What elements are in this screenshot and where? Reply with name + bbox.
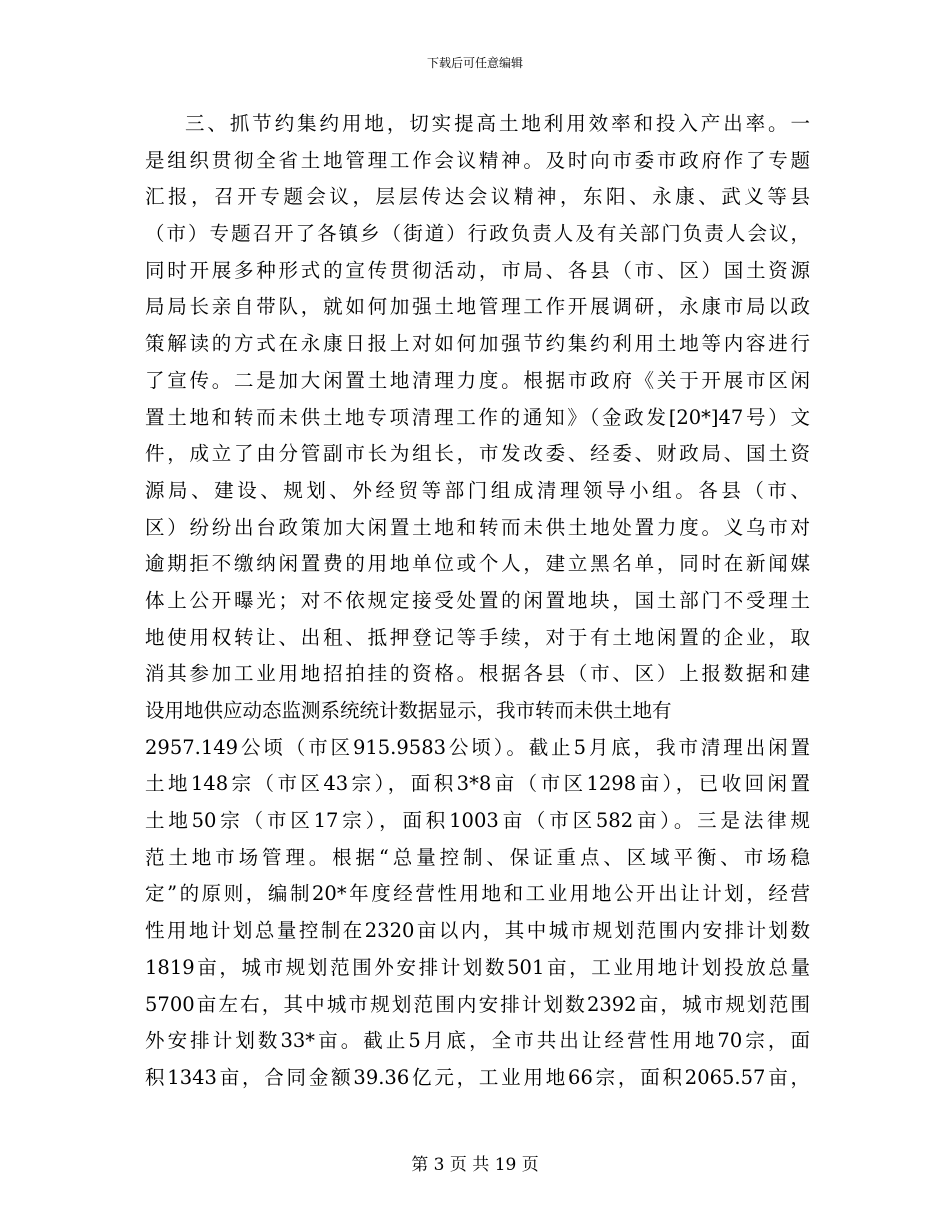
text-line: 范土地市场管理。根据“总量控制、保证重点、区域平衡、市场稳 <box>145 845 810 869</box>
text-line: 1819亩，城市规划范围外安排计划数501亩，工业用地计划投放总量 <box>145 955 810 979</box>
text-line: 消其参加工业用地招拍挂的资格。根据各县（市、区）上报数据和建 <box>145 662 810 686</box>
text-line: 外安排计划数33*亩。截止5月底，全市共出让经营性用地70宗，面 <box>145 1029 810 1053</box>
text-line: 定”的原则，编制20*年度经营性用地和工业用地公开出让计划，经营 <box>145 882 810 906</box>
text-line: 区）纷纷出台政策加大闲置土地和转而未供土地处置力度。义乌市对 <box>145 515 810 539</box>
text-line: 策解读的方式在永康日报上对如何加强节约集约利用土地等内容进行 <box>145 332 810 356</box>
text-line: 体上公开曝光；对不依规定接受处置的闲置地块，国土部门不受理土 <box>145 588 810 612</box>
text-line: 性用地计划总量控制在2320亩以内，其中城市规划范围内安排计划数 <box>145 919 810 943</box>
text-line: 积1343亩，合同金额39.36亿元，工业用地66宗，面积2065.57亩， <box>145 1065 810 1089</box>
text-line: 是组织贯彻全省土地管理工作会议精神。及时向市委市政府作了专题 <box>145 148 810 172</box>
text-line: 5700亩左右，其中城市规划范围内安排计划数2392亩，城市规划范围 <box>145 992 810 1016</box>
text-line: （市）专题召开了各镇乡（街道）行政负责人及有关部门负责人会议， <box>145 222 810 246</box>
text-line: 三、抓节约集约用地，切实提高土地利用效率和投入产出率。一 <box>185 112 810 135</box>
text-line: 同时开展多种形式的宣传贯彻活动，市局、各县（市、区）国土资源 <box>145 258 810 282</box>
text-line: 设用地供应动态监测系统统计数据显示，我市转而未供土地有 <box>145 699 672 722</box>
text-line: 了宣传。二是加大闲置土地清理力度。根据市政府《关于开展市区闲 <box>145 368 810 392</box>
page-header-note: 下载后可任意编辑 <box>426 56 523 70</box>
text-line: 逾期拒不缴纳闲置费的用地单位或个人，建立黑名单，同时在新闻媒 <box>145 552 810 576</box>
text-line: 汇报，召开专题会议，层层传达会议精神，东阳、永康、武义等县 <box>145 185 810 209</box>
text-line: 土地50宗（市区17宗），面积1003亩（市区582亩）。三是法律规 <box>145 809 810 833</box>
page-number: 第 3 页 共 19 页 <box>411 1155 539 1175</box>
text-line: 源局、建设、规划、外经贸等部门组成清理领导小组。各县（市、 <box>145 478 810 502</box>
text-line: 土地148宗（市区43宗），面积3*8亩（市区1298亩），已收回闲置 <box>145 772 810 796</box>
text-line: 件，成立了由分管副市长为组长，市发改委、经委、财政局、国土资 <box>145 442 810 466</box>
text-line: 置土地和转而未供土地专项清理工作的通知》（金政发[20*]47号）文 <box>145 405 810 429</box>
text-line: 地使用权转让、出租、抵押登记等手续，对于有土地闲置的企业，取 <box>145 625 810 649</box>
text-line: 局局长亲自带队，就如何加强土地管理工作开展调研，永康市局以政 <box>145 295 810 319</box>
body-text <box>145 106 810 1097</box>
text-line: 2957.149公顷（市区915.9583公顷）。截止5月底，我市清理出闲置 <box>145 735 810 759</box>
